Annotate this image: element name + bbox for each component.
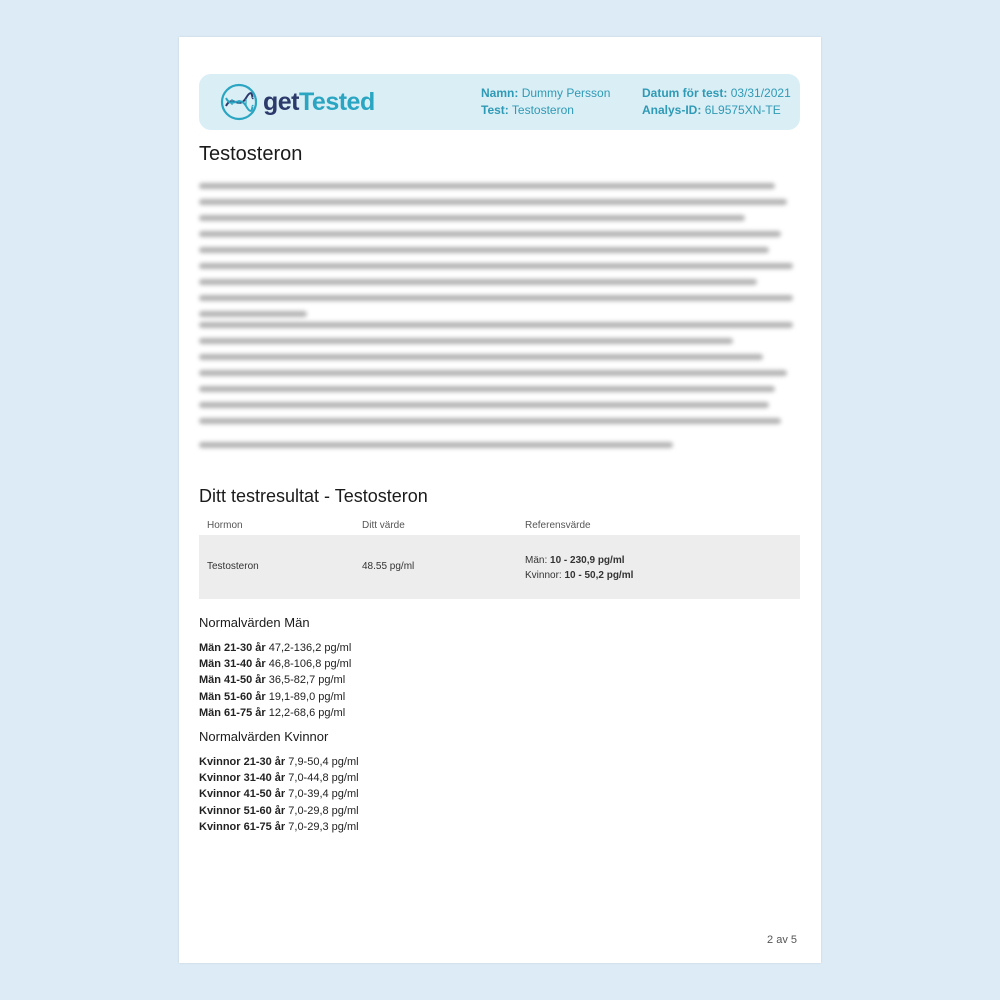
list-item: Kvinnor 61-75 år 7,0-29,3 pg/ml	[199, 820, 359, 833]
table-row	[199, 535, 800, 599]
test-value: Testosteron	[511, 103, 574, 117]
blurred-paragraph-1	[199, 183, 799, 327]
name-value: Dummy Persson	[521, 86, 611, 100]
blurred-paragraph-2	[199, 322, 799, 434]
document-page	[179, 37, 821, 963]
reference-cell	[525, 553, 633, 583]
list-item: Kvinnor 21-30 år 7,9-50,4 pg/ml	[199, 756, 359, 768]
column-reference: Referensvärde	[525, 520, 591, 531]
logo-wordmark: getTested	[263, 87, 375, 116]
date-label: Datum för test:	[642, 86, 728, 100]
ref-women-label: Kvinnor:	[525, 570, 562, 581]
normal-women-title: Normalvärden Kvinnor	[199, 729, 329, 744]
report-header	[199, 74, 800, 130]
list-item: Män 31-40 år 46,8-106,8 pg/ml	[199, 658, 352, 671]
page-title: Testosteron	[199, 143, 303, 165]
list-item: Kvinnor 41-50 år 7,0-39,4 pg/ml	[199, 788, 359, 801]
ref-women-value: 10 - 50,2 pg/ml	[564, 570, 634, 581]
list-item: Kvinnor 51-60 år 7,0-29,8 pg/ml	[199, 804, 359, 817]
results-table	[199, 517, 800, 599]
date-value: 03/31/2021	[730, 86, 791, 100]
ref-men-label: Män:	[525, 555, 548, 566]
list-item: Män 51-60 år 19,1-89,0 pg/ml	[199, 690, 346, 703]
column-hormone: Hormon	[207, 520, 243, 531]
hormone-cell: Testosteron	[207, 561, 259, 572]
test-label: Test:	[481, 103, 509, 117]
list-item: Män 61-75 år 12,2-68,6 pg/ml	[199, 706, 346, 719]
patient-meta	[481, 85, 610, 119]
normal-values-women	[199, 729, 359, 835]
analysis-label: Analys-ID:	[642, 103, 702, 117]
list-item: Kvinnor 31-40 år 7,0-44,8 pg/ml	[199, 772, 359, 785]
test-meta	[642, 85, 791, 119]
analysis-value: 6L9575XN-TE	[704, 103, 781, 117]
table-header	[199, 517, 800, 535]
page-number: 2 av 5	[767, 934, 797, 946]
dna-logo-icon	[219, 82, 259, 122]
name-label: Namn:	[481, 86, 519, 100]
logo	[219, 82, 375, 122]
normal-values-men	[199, 615, 351, 721]
results-title: Ditt testresultat - Testosteron	[199, 486, 428, 506]
column-value: Ditt värde	[362, 520, 405, 531]
blurred-paragraph-3	[199, 442, 799, 458]
value-cell: 48.55 pg/ml	[362, 561, 415, 572]
ref-men-value: 10 - 230,9 pg/ml	[550, 555, 625, 566]
normal-men-title: Normalvärden Män	[199, 615, 310, 630]
list-item: Män 21-30 år 47,2-136,2 pg/ml	[199, 642, 352, 654]
list-item: Män 41-50 år 36,5-82,7 pg/ml	[199, 674, 346, 687]
